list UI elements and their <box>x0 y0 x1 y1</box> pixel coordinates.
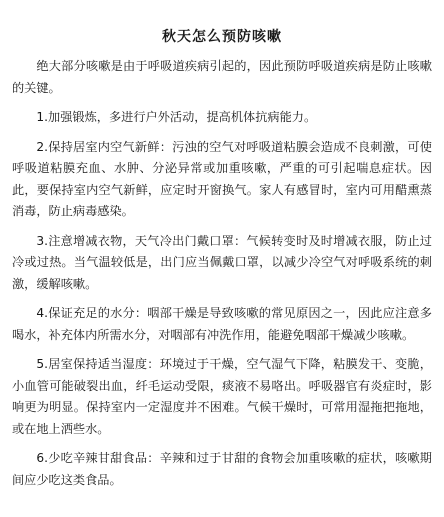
intro-paragraph: 绝大部分咳嗽是由于呼吸道疾病引起的，因此预防呼吸道疾病是防止咳嗽的关键。 <box>12 59 432 95</box>
tip-clothing-mask: 3.注意增减衣物，天气冷出门戴口罩：气候转变时及时增减衣服，防止过冷或过热。当气温较低是，出门应当佩戴口罩，以减少冷空气对呼吸系统的刺激，缓解咳嗽。 <box>12 233 432 291</box>
tip-humidity: 5.居室保持适当湿度：环境过于干燥，空气湿气下降，粘膜发干、变脆，小血管可能破裂出血，纤毛运动受限，痰液不易咯出。呼吸器官有炎症时，影响更为明显。保持室内一定湿度并不困难。气候干燥时，可常用湿拖把拖地，或在地上洒些水。 <box>12 357 432 436</box>
tip-fresh-air: 2.保持居室内空气新鲜：污浊的空气对呼吸道粘膜会造成不良刺激，可使呼吸道粘膜充血、水肿、分泌异常或加重咳嗽，严重的可引起喘息症状。因此，要保持室内空气新鲜，应定时开窗换气。家人有感冒时，室内可用醋熏蒸消毒，防止病毒感染。 <box>12 139 432 218</box>
tip-diet: 6.少吃辛辣甘甜食品：辛辣和过于甘甜的食物会加重咳嗽的症状，咳嗽期间应少吃这类食品。 <box>12 451 432 487</box>
tip-exercise: 1.加强锻炼，多进行户外活动，提高机体抗病能力。 <box>36 110 317 124</box>
tip-water: 4.保证充足的水分：咽部干燥是导致咳嗽的常见原因之一，因此应注意多喝水，补充体内所需水分，对咽部有冲洗作用，能避免咽部干燥减少咳嗽。 <box>12 306 432 342</box>
document-title: 秋天怎么预防咳嗽 <box>162 29 282 45</box>
